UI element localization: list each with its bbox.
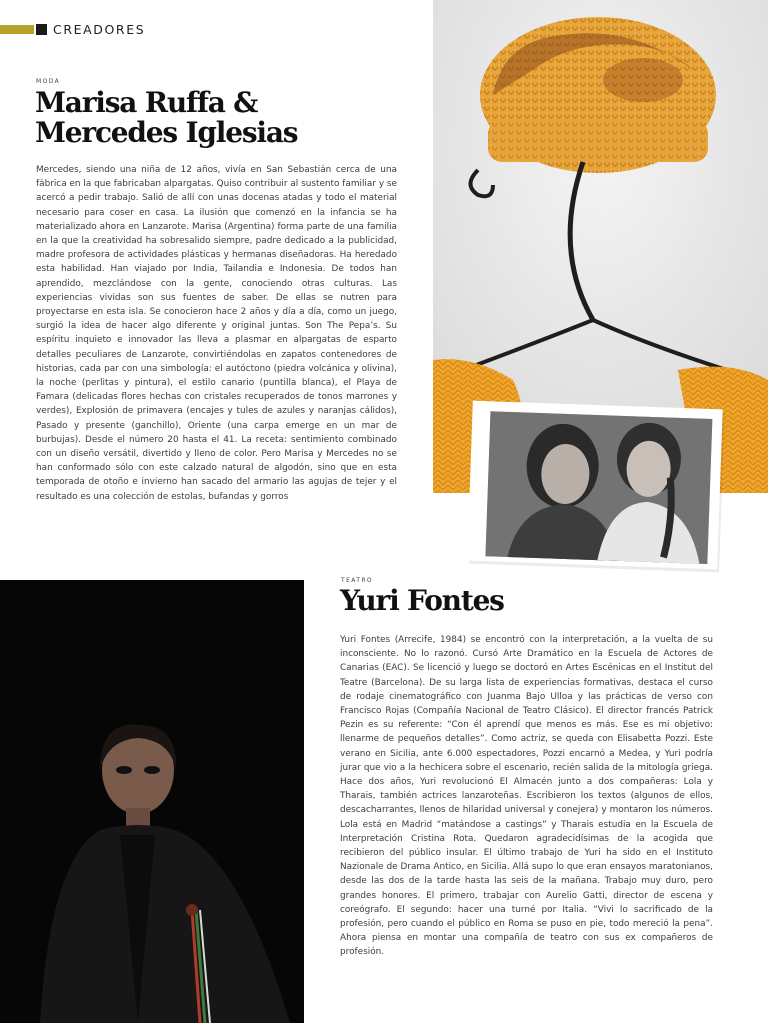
teatro-kicker: TEATRO <box>341 577 374 584</box>
actress-photo <box>0 580 304 1023</box>
portrait-photo-svg <box>467 401 722 570</box>
portrait-photo <box>467 401 722 570</box>
teatro-body-paragraph: Yuri Fontes (Arrecife, 1984) se encontró con la interpretación, a la vuelta de su inconsciente. No lo razonó. Cursó Arte Dramático en la Escuela de Actores de Canarias (EAC). Se licenció y luego se doctoró en Artes Escénicas en el Institut del Teatre (Barcelona). De su larga lista de experiencias formativas, destaca el curso de rodaje cinematográfico con Juanma Bajo Ulloa y las prácticas de verso con Francisco Rojas (Compañía Nacional de Teatro Clásico). El director francés Patrick Pezin es su referente: “Con él aprendí que menos es más. Ese es mi objetivo: llenarme de pequeños detalles”. Como actriz, se queda con Elisabetta Pozzi. Este verano en Sicilia, ante 6.000 espectadores, Pozzi encarnó a Medea, y Yuri podría jurar que vio a la hechicera sobre el escenario, recién salida de la mitología griega. Hace dos años, Yuri revolucionó El Almacén junto a dos compañeras: Lola y Tharais, también actrices lanzaroteñas. Escribieron los textos (algunos de ellos, descacharrantes, llenos de hilaridad universal y conejera) y montaron los números. Lola está en Madrid “matándose a castings” y Tharais estudia en la Escuela de Interpretación Cristina Rota. Quedaron agradecidísimas de la acogida que recibieron del público insular. El último trabajo de Yuri ha sido en el Instituto Nazionale de Drama Antico, en Sicilia. Allá supo lo que eran ensayos maratonianos, desde las dos de la tarde hasta las seis de la mañana. Trabajo muy duro, pero grandes honores. El primero, trabajar con Aurelio Gatti, director de escena y coreógrafo. El segundo: hacer una turné por Italia. “Vivi lo sacrificado de la profesión, pero cuando el público en Roma se puso en pie, todo mereció la pena”. Ahora piensa en montar una compañía de teatro con sus ex compañeros de profesión. <box>340 635 713 958</box>
actress-photo-svg <box>0 580 304 1023</box>
section-header <box>0 20 145 38</box>
moda-title-line2: Mercedes Iglesias <box>35 116 298 150</box>
teatro-article-body <box>340 633 713 960</box>
moda-title <box>35 88 297 148</box>
moda-article-body <box>36 163 397 504</box>
section-square <box>36 24 47 35</box>
moda-title-line1: Marisa Ruffa & <box>35 86 258 119</box>
teatro-title: Yuri Fontes <box>340 584 504 617</box>
section-label: CREADORES <box>53 21 146 37</box>
section-accent-bar <box>0 25 34 34</box>
moda-body-paragraph: Mercedes, siendo una niña de 12 años, vivía en San Sebastián cerca de una fábrica en la que fabricaban alpargatas. Quiso contribuir al sustento familiar y se acercó a pedir trabajo. Salió de allí con unas docenas atadas y todo el material necesario para coser en casa. La ilusión que comenzó en la infancia se ha materializado ahora en Lanzarote. Marisa (Argentina) forma parte de una familia en la que la creatividad ha sobresalido siempre, padre dedicado a la publicidad, madre profesora de actividades plásticas y hermanas diseñadoras. Ha heredado esta habilidad. Han viajado por India, Tailandia e Indonesia. De todos han aprendido, mezclándose con la gente, conociendo otras culturas. Las experiencias vividas son sus fuentes de saber. De ellas se nutren para proyectarse en esta isla. Se conocieron hace 2 años y día a día, como un juego, surgió la idea de hacer algo diferente y original juntas. Son The Pepa’s. Su espíritu inquieto e innovador las lleva a plasmar en alpargatas de esparto detalles peculiares de Lanzarote, convirtiéndolas en zapatos contenedores de historias, cada par con una simbología: el autóctono (piedra volcánica y olivina), la noche (perlitas y pintura), el estilo canario (puntilla blanca), el Playa de Famara (delicadas flores hechas con cristales recuperados de tonos marrones y verdes), Explosión de primavera (encajes y tules de azules y naranjas cálidos), Pasado y presente (ganchillo), Oriente (una carpa emerge en un mar de burbujas). Desde el número 20 hasta el 41. La receta: sentimiento combinado con un diseño versátil, divertido y lleno de color. Pero Marisa y Mercedes no se han conformado sólo con este calzado natural de algodón, sino que en esta temporada de otoño e invierno han sacado del armario las agujas de tejer y el resultado es una colección de estolas, bufandas y gorros <box>36 165 397 502</box>
moda-kicker: MODA <box>36 78 61 85</box>
